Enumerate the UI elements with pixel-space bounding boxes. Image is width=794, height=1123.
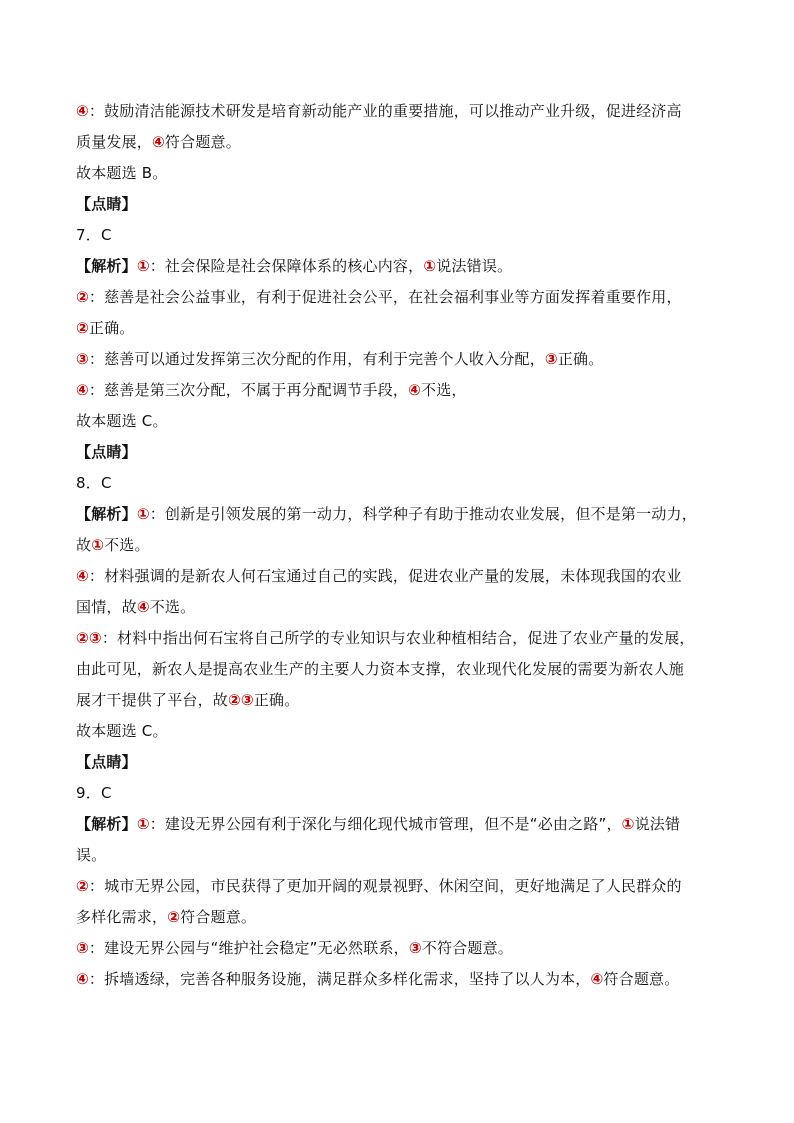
text-segment: 说法错误。 bbox=[436, 257, 513, 275]
option-marker: ④ bbox=[76, 567, 89, 585]
text-line bbox=[76, 623, 722, 654]
option-marker: ③ bbox=[408, 939, 422, 957]
text-segment: 故本题选 B。 bbox=[76, 164, 168, 182]
bracket-heading: 【点睛】 bbox=[76, 195, 137, 213]
text-segment: 正确。 bbox=[253, 691, 300, 709]
text-segment: 说法错 bbox=[634, 815, 681, 833]
text-segment: 符合题意。 bbox=[164, 133, 241, 151]
section-heading-line bbox=[76, 747, 722, 778]
text-segment: ：社会保险是社会保障体系的核心内容， bbox=[149, 257, 424, 275]
option-marker: ③ bbox=[76, 939, 89, 957]
option-marker: ③ bbox=[544, 350, 558, 368]
option-marker: ② bbox=[76, 288, 89, 306]
option-marker: ② bbox=[167, 908, 181, 926]
option-marker: ④ bbox=[152, 133, 165, 151]
text-line bbox=[76, 871, 722, 902]
option-marker: ②③ bbox=[76, 629, 102, 647]
option-marker: ① bbox=[136, 257, 150, 275]
option-marker: ① bbox=[423, 257, 437, 275]
text-line bbox=[76, 933, 722, 964]
text-segment: 多样化需求， bbox=[76, 908, 168, 926]
text-segment: 误。 bbox=[76, 846, 107, 864]
text-segment: ：材料中指出何石宝将自己所学的专业知识与农业种植相结合，促进了农业产量的发展， bbox=[101, 629, 695, 647]
text-line bbox=[76, 902, 722, 933]
text-segment: 符合题意。 bbox=[180, 908, 257, 926]
text-line bbox=[76, 344, 722, 375]
text-line bbox=[76, 158, 722, 189]
option-marker: ② bbox=[76, 319, 89, 337]
text-segment: 国情，故 bbox=[76, 598, 137, 616]
text-segment: 符合题意。 bbox=[603, 970, 680, 988]
text-segment: ：慈善可以通过发挥第三次分配的作用，有利于完善个人收入分配， bbox=[88, 350, 545, 368]
text-line bbox=[76, 282, 722, 313]
text-segment: ：创新是引领发展的第一动力，科学种子有助于推动农业发展，但不是第一动力， bbox=[149, 505, 697, 523]
option-marker: ②③ bbox=[228, 691, 254, 709]
text-line bbox=[76, 840, 722, 871]
option-marker: ② bbox=[76, 877, 89, 895]
option-marker: ③ bbox=[76, 350, 89, 368]
text-segment: 故 bbox=[76, 536, 92, 554]
text-line bbox=[76, 778, 722, 809]
text-line bbox=[76, 809, 722, 840]
text-segment: ：城市无界公园，市民获得了更加开阔的观景视野、休闲空间，更好地满足了人民群众的 bbox=[88, 877, 682, 895]
text-line bbox=[76, 220, 722, 251]
text-segment: ：材料强调的是新农人何石宝通过自己的实践，促进农业产量的发展，未体现我国的农业 bbox=[88, 567, 682, 585]
text-line bbox=[76, 251, 722, 282]
option-marker: ④ bbox=[76, 381, 89, 399]
bracket-heading: 【点睛】 bbox=[76, 443, 137, 461]
text-segment: 7．C bbox=[76, 226, 112, 244]
text-segment: 8．C bbox=[76, 474, 112, 492]
text-line bbox=[76, 561, 722, 592]
option-marker: ④ bbox=[76, 102, 89, 120]
text-segment: ：拆墙透绿，完善各种服务设施，满足群众多样化需求，坚持了以人为本， bbox=[88, 970, 591, 988]
text-line bbox=[76, 313, 722, 344]
text-segment: 正确。 bbox=[557, 350, 604, 368]
text-segment: ：慈善是社会公益事业，有利于促进社会公平，在社会福利事业等方面发挥着重要作用， bbox=[88, 288, 682, 306]
text-segment: 不选。 bbox=[104, 536, 150, 554]
text-line bbox=[76, 375, 722, 406]
answer-explanation-text bbox=[76, 96, 722, 995]
option-marker: ④ bbox=[136, 598, 150, 616]
option-marker: ④ bbox=[408, 381, 422, 399]
text-segment: 不选。 bbox=[149, 598, 196, 616]
text-segment: 展才干提供了平台，故 bbox=[76, 691, 229, 709]
option-marker: ① bbox=[136, 815, 150, 833]
text-line bbox=[76, 654, 722, 685]
text-line bbox=[76, 530, 722, 561]
bracket-heading: 【解析】 bbox=[76, 505, 137, 523]
bracket-heading: 【点睛】 bbox=[76, 753, 137, 771]
text-segment: ：鼓励清洁能源技术研发是培育新动能产业的重要措施，可以推动产业升级，促进经济高 bbox=[88, 102, 682, 120]
option-marker: ④ bbox=[590, 970, 604, 988]
option-marker: ① bbox=[621, 815, 635, 833]
text-segment: 9．C bbox=[76, 784, 112, 802]
text-line bbox=[76, 127, 722, 158]
text-line bbox=[76, 964, 722, 995]
bracket-heading: 【解析】 bbox=[76, 815, 137, 833]
text-segment: 不选， bbox=[421, 381, 467, 399]
bracket-heading: 【解析】 bbox=[76, 257, 137, 275]
text-segment: 不符合题意。 bbox=[421, 939, 513, 957]
text-segment: 质量发展， bbox=[76, 133, 153, 151]
text-segment: ：慈善是第三次分配，不属于再分配调节手段， bbox=[88, 381, 409, 399]
option-marker: ① bbox=[136, 505, 150, 523]
section-heading-line bbox=[76, 189, 722, 220]
text-segment: 由此可见，新农人是提高农业生产的主要人力资本支撑，农业现代化发展的需要为新农人施 bbox=[76, 660, 685, 678]
text-line bbox=[76, 406, 722, 437]
option-marker: ① bbox=[91, 536, 105, 554]
text-segment: 故本题选 C。 bbox=[76, 412, 168, 430]
text-line bbox=[76, 499, 722, 530]
text-line bbox=[76, 685, 722, 716]
option-marker: ④ bbox=[76, 970, 89, 988]
text-segment: ：建设无界公园与“维护社会稳定”无必然联系， bbox=[88, 939, 409, 957]
section-heading-line bbox=[76, 437, 722, 468]
text-line bbox=[76, 96, 722, 127]
text-segment: ：建设无界公园有利于深化与细化现代城市管理，但不是“必由之路”， bbox=[149, 815, 622, 833]
text-segment: 正确。 bbox=[88, 319, 135, 337]
text-segment: 故本题选 C。 bbox=[76, 722, 168, 740]
text-line bbox=[76, 716, 722, 747]
text-line bbox=[76, 592, 722, 623]
text-line bbox=[76, 468, 722, 499]
